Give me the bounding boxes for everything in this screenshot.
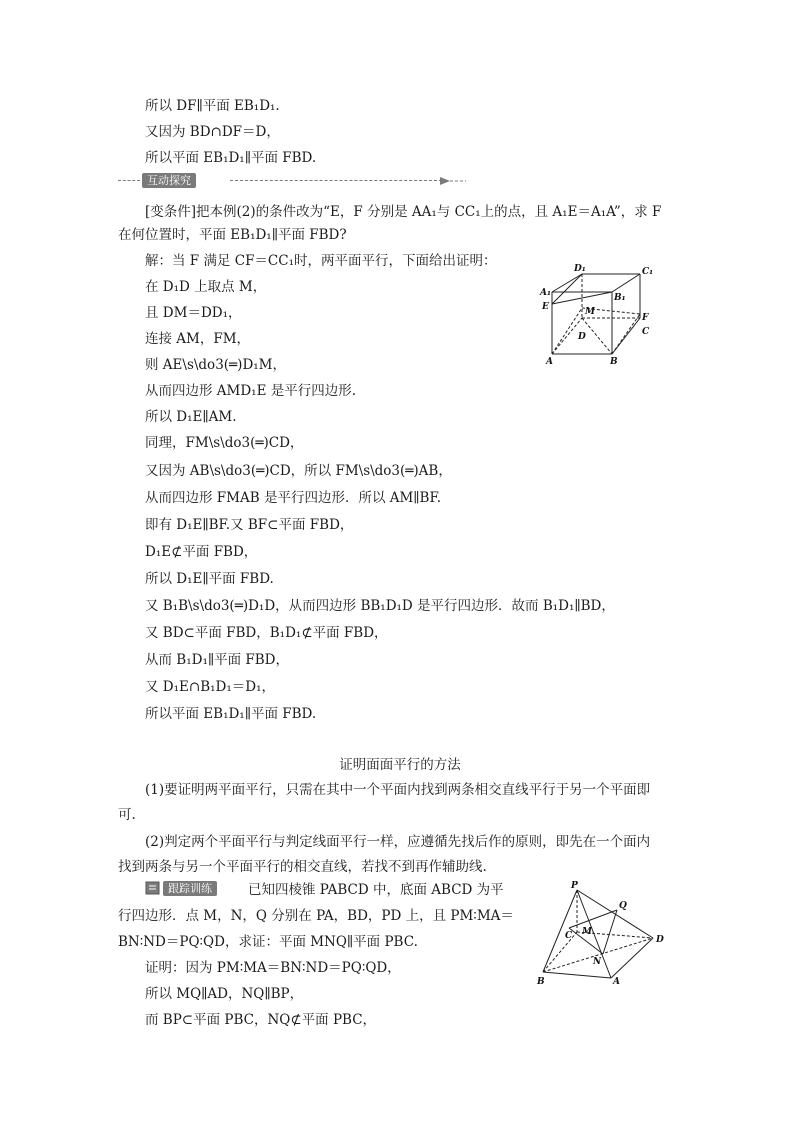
cube-label: A <box>546 357 553 367</box>
proof-line: 所以 DF∥平面 EB₁D₁. <box>145 98 280 114</box>
tracking-training-tag <box>145 880 233 897</box>
banner-dash-left <box>118 180 140 181</box>
pyramid-figure <box>535 880 665 990</box>
solution-line: 又 D₁E∩B₁D₁＝D₁， <box>145 679 275 695</box>
cube-label: B <box>610 357 618 367</box>
pyramid-label: P <box>571 881 578 891</box>
solution-line: 所以平面 EB₁D₁∥平面 FBD. <box>145 706 317 722</box>
cube-label: C₁ <box>642 267 654 277</box>
cube-label: A₁ <box>540 288 551 298</box>
training-label: 跟踪训练 <box>163 881 217 896</box>
solution-line: 又因为 AB\s\do3(═)CD，所以 FM\s\do3(═)AB， <box>145 463 452 479</box>
method-p2-line-2: 找到两条与另一个平面平行的相交直线，若找不到再作辅助线. <box>118 859 487 875</box>
training-proof-line: 证明：因为 PM∶MA＝BN∶ND＝PQ∶QD， <box>145 960 401 976</box>
solution-line: 从而四边形 AMD₁E 是平行四边形. <box>145 383 357 399</box>
solution-line: 即有 D₁E∥BF.又 BF⊂平面 FBD， <box>145 517 354 533</box>
banner-tag: 互动探究 <box>142 173 196 188</box>
solution-line: 则 AE\s\do3(═)D₁M， <box>145 357 286 373</box>
cube-figure <box>540 262 660 372</box>
cube-label: F <box>642 313 649 323</box>
cube-label: E <box>542 302 549 312</box>
banner-dash-right <box>230 180 442 181</box>
pyramid-label: D <box>656 935 664 945</box>
solution-line: 又 BD⊂平面 FBD，B₁D₁⊄平面 FBD， <box>145 625 388 641</box>
solution-line: 同理，FM\s\do3(═)CD， <box>145 435 304 451</box>
interactive-explore-banner <box>118 172 468 190</box>
solution-line: 在 D₁D 上取点 M， <box>145 279 267 295</box>
solution-line: 解：当 F 满足 CF＝CC₁时，两平面平行，下面给出证明： <box>145 253 497 269</box>
section-title: 证明面面平行的方法 <box>339 757 461 773</box>
variant-line-2: 在何位置时，平面 EB₁D₁∥平面 FBD? <box>118 227 347 243</box>
pyramid-label: N <box>593 957 602 967</box>
method-p2-line-1: (2)判定两个平面平行与判定线面平行一样，应遵循先找后作的原则，即先在一个面内 <box>145 834 651 850</box>
proof-line: 又因为 BD∩DF＝D， <box>145 124 280 140</box>
banner-arrow-icon <box>440 172 470 190</box>
pyramid-label: M <box>582 927 592 937</box>
training-line-2: 行四边形．点 M，N，Q 分别在 PA，BD，PD 上，且 PM∶MA＝ <box>118 908 514 924</box>
training-line-1: 已知四棱锥 PABCD 中，底面 ABCD 为平 <box>248 882 504 898</box>
solution-line: 所以 D₁E∥AM. <box>145 409 237 425</box>
solution-line: D₁E⊄平面 FBD， <box>145 544 258 560</box>
cube-label: M <box>585 307 595 317</box>
cube-label: B₁ <box>614 293 626 303</box>
training-proof-line: 而 BP⊂平面 PBC，NQ⊄平面 PBC， <box>145 1012 377 1028</box>
solution-line: 从而四边形 FMAB 是平行四边形．所以 AM∥BF. <box>145 490 442 506</box>
method-p1-line-1: (1)要证明两平面平行，只需在其中一个平面内找到两条相交直线平行于另一个平面即 <box>145 782 651 798</box>
notebook-icon <box>145 880 161 896</box>
pyramid-label: C <box>565 931 573 941</box>
variant-line-1: [变条件]把本例(2)的条件改为“E，F 分别是 AA₁与 CC₁上的点，且 A₁E＝A₁A”，求 F <box>145 204 662 220</box>
pyramid-label: Q <box>619 901 627 911</box>
cube-label: C <box>642 327 650 337</box>
pyramid-label: B <box>537 977 545 987</box>
training-proof-line: 所以 MQ∥AD，NQ∥BP， <box>145 986 304 1002</box>
solution-line: 又 B₁B\s\do3(═)D₁D，从而四边形 BB₁D₁D 是平行四边形．故而 B₁D₁∥BD， <box>145 598 615 614</box>
cube-label: D <box>578 332 586 342</box>
solution-line: 从而 B₁D₁∥平面 FBD， <box>145 652 289 668</box>
solution-line: 连接 AM，FM， <box>145 331 251 347</box>
cube-label: D₁ <box>574 264 586 274</box>
method-p1-line-2: 可. <box>118 807 136 823</box>
pyramid-label: A <box>613 977 620 987</box>
training-line-3: BN∶ND＝PQ∶QD，求证：平面 MNQ∥平面 PBC. <box>118 934 418 950</box>
proof-line: 所以平面 EB₁D₁∥平面 FBD. <box>145 150 317 166</box>
solution-line: 且 DM＝DD₁， <box>145 305 242 321</box>
solution-line: 所以 D₁E∥平面 FBD. <box>145 571 274 587</box>
